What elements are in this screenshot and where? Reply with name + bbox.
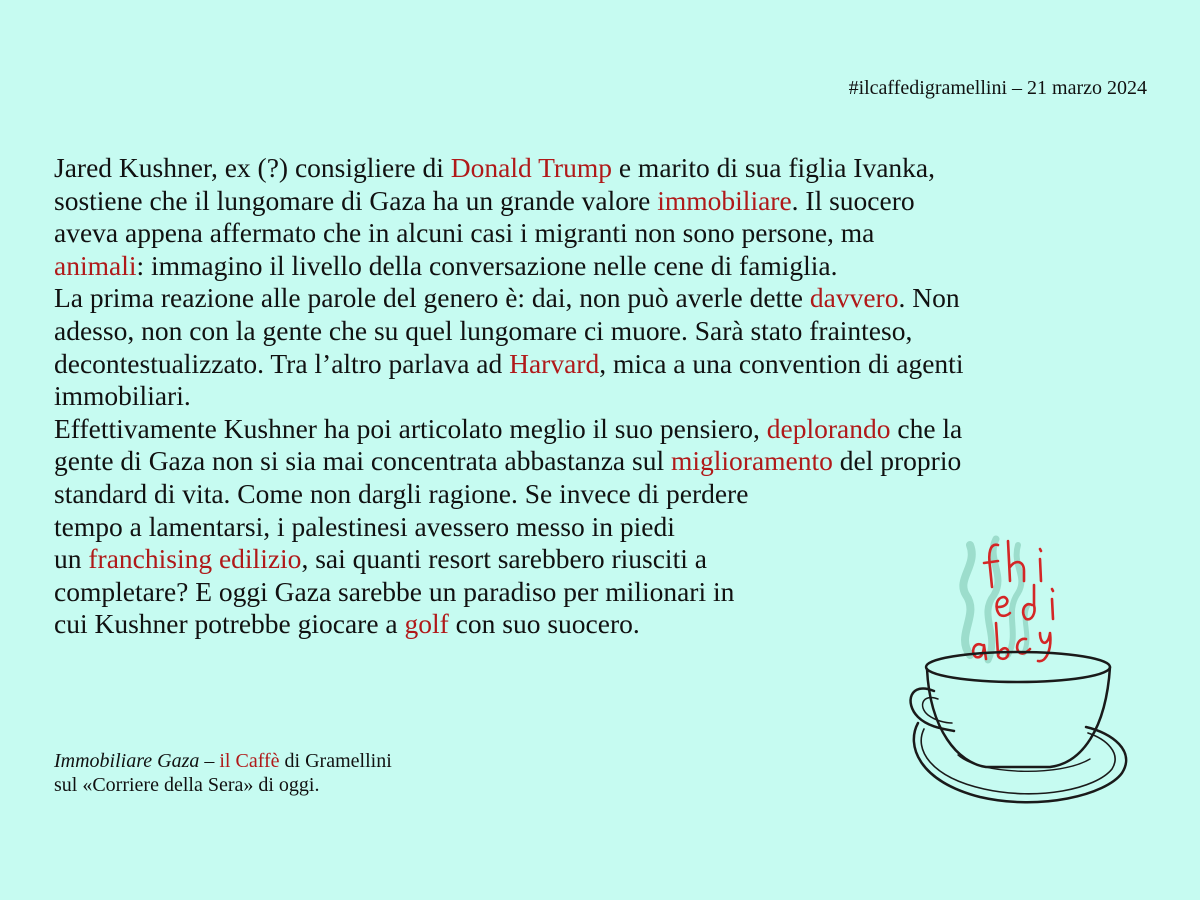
highlighted-term: davvero xyxy=(809,282,899,314)
article-line xyxy=(54,152,1164,185)
text-segment: : immagino il livello della conversazione nelle cene di famiglia. xyxy=(136,249,838,281)
column-author: di Gramellini xyxy=(279,750,392,772)
article-line xyxy=(54,413,1164,446)
text-segment: adesso, non con la gente che su quel lungomare ci muore. Sarà stato frainteso, xyxy=(54,314,913,346)
article-line xyxy=(54,217,1164,250)
highlighted-term: golf xyxy=(404,608,449,640)
text-segment: standard di vita. Come non dargli ragione. Se invece di perdere xyxy=(54,477,749,509)
credit-dash: – xyxy=(199,750,220,772)
text-segment: del proprio xyxy=(832,445,962,477)
text-segment: La prima reazione alle parole del genero è: dai, non può averle dette xyxy=(54,282,810,314)
hashtag-date: #ilcaffedigramellini – 21 marzo 2024 xyxy=(848,77,1147,99)
text-segment: cui Kushner potrebbe giocare a xyxy=(54,608,405,640)
article-paragraph xyxy=(54,282,1164,412)
text-segment: con suo suocero. xyxy=(448,608,640,640)
article-line xyxy=(54,250,1164,283)
text-segment: sostiene che il lungomare di Gaza ha un grande valore xyxy=(54,184,658,216)
cup-outline xyxy=(911,652,1127,802)
article-line xyxy=(54,478,1164,511)
text-segment: tempo a lamentarsi, i palestinesi avessero messo in piedi xyxy=(54,510,675,542)
text-segment: immobiliari. xyxy=(54,380,191,412)
article-line xyxy=(54,282,1164,315)
credit-block xyxy=(54,749,392,797)
article-line xyxy=(54,348,1164,381)
text-segment: un xyxy=(54,543,89,575)
highlighted-term: Donald Trump xyxy=(450,152,612,183)
text-segment: , mica a una convention di agenti xyxy=(599,347,964,379)
text-segment: gente di Gaza non si sia mai concentrata abbastanza sul xyxy=(54,445,671,477)
text-segment: e marito di sua figlia Ivanka, xyxy=(611,152,935,183)
article-line xyxy=(54,185,1164,218)
credit-line-2: sul «Corriere della Sera» di oggi. xyxy=(54,774,320,796)
text-segment: . Il suocero xyxy=(791,184,915,216)
column-brand: il Caffè xyxy=(219,750,280,772)
article-line xyxy=(54,380,1164,413)
text-segment: , sai quanti resort sarebbero riusciti a xyxy=(301,543,707,575)
column-title: Immobiliare Gaza xyxy=(54,750,200,772)
article-line xyxy=(54,445,1164,478)
highlighted-term: animali xyxy=(54,249,137,281)
text-segment: Effettivamente Kushner ha poi articolato meglio il suo pensiero, xyxy=(54,412,767,444)
text-segment: . Non xyxy=(898,282,960,314)
highlighted-term: Harvard xyxy=(509,347,600,379)
highlighted-term: miglioramento xyxy=(670,445,833,477)
text-segment: aveva appena affermato che in alcuni casi i migranti non sono persone, ma xyxy=(54,217,875,249)
coffee-cup-icon xyxy=(900,515,1140,835)
highlighted-term: immobiliare xyxy=(657,184,792,216)
article-paragraph xyxy=(54,152,1164,282)
article-line xyxy=(54,315,1164,348)
text-segment: completare? E oggi Gaza sarebbe un paradiso per milionari in xyxy=(54,575,735,607)
highlighted-term: franchising edilizio xyxy=(88,543,302,575)
text-segment: Jared Kushner, ex (?) consigliere di xyxy=(54,152,451,183)
credit-line-1 xyxy=(54,749,392,773)
text-segment: decontestualizzato. Tra l’altro parlava ad xyxy=(54,347,510,379)
highlighted-term: deplorando xyxy=(766,412,891,444)
text-segment: che la xyxy=(890,412,963,444)
